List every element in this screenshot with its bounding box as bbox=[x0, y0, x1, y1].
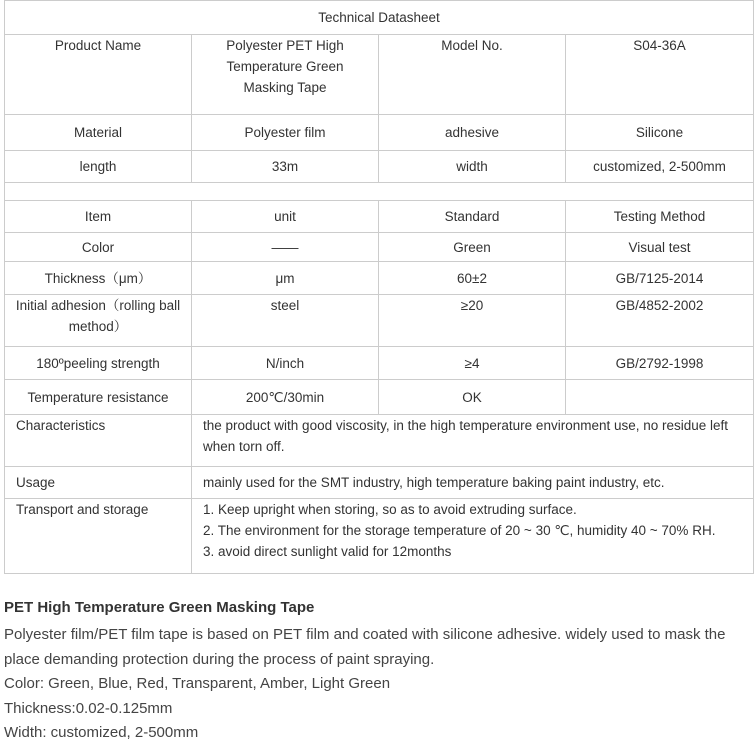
length-row bbox=[5, 151, 754, 183]
characteristics-label: Characteristics bbox=[5, 415, 192, 467]
spec-standard: ≥4 bbox=[379, 347, 566, 380]
usage-row bbox=[5, 467, 754, 499]
spec-testing-method bbox=[566, 380, 754, 415]
product-row bbox=[5, 35, 754, 115]
spec-unit: μm bbox=[192, 262, 379, 295]
spec-testing-method: GB/4852-2002 bbox=[566, 295, 754, 347]
material-label: Material bbox=[5, 115, 192, 151]
width-value: customized, 2-500mm bbox=[566, 151, 754, 183]
spec-item: Temperature resistance bbox=[5, 380, 192, 415]
spec-row-temperature-resistance bbox=[5, 380, 754, 415]
length-value: 33m bbox=[192, 151, 379, 183]
spec-item: 180ºpeeling strength bbox=[5, 347, 192, 380]
product-heading: PET High Temperature Green Masking Tape bbox=[4, 599, 315, 616]
spec-header-item: Item bbox=[5, 201, 192, 233]
spec-item: Initial adhesion（rolling ball method） bbox=[5, 295, 192, 347]
transport-value bbox=[192, 499, 754, 574]
adhesive-label: adhesive bbox=[379, 115, 566, 151]
spec-row-thickness bbox=[5, 262, 754, 295]
spec-standard: Green bbox=[379, 233, 566, 262]
product-description bbox=[4, 597, 754, 746]
spec-unit: 200℃/30min bbox=[192, 380, 379, 415]
transport-row bbox=[5, 499, 754, 574]
material-value: Polyester film bbox=[192, 115, 379, 151]
spec-testing-method: GB/2792-1998 bbox=[566, 347, 754, 380]
spec-header-unit: unit bbox=[192, 201, 379, 233]
spec-unit: —— bbox=[192, 233, 379, 262]
spec-testing-method: Visual test bbox=[566, 233, 754, 262]
spec-unit: N/inch bbox=[192, 347, 379, 380]
product-name-value: Polyester PET High Temperature Green Masking Tape bbox=[192, 35, 379, 115]
spec-header-testing-method: Testing Method bbox=[566, 201, 754, 233]
spacer-cell bbox=[5, 183, 754, 201]
adhesive-value: Silicone bbox=[566, 115, 754, 151]
material-row bbox=[5, 115, 754, 151]
spec-row-color bbox=[5, 233, 754, 262]
width-label: width bbox=[379, 151, 566, 183]
technical-datasheet-table bbox=[4, 0, 754, 574]
spec-standard: ≥20 bbox=[379, 295, 566, 347]
spec-row-peeling-strength bbox=[5, 347, 754, 380]
transport-label: Transport and storage bbox=[5, 499, 192, 574]
usage-value: mainly used for the SMT industry, high temperature baking paint industry, etc. bbox=[192, 467, 754, 499]
spec-unit: steel bbox=[192, 295, 379, 347]
spec-header-row bbox=[5, 201, 754, 233]
spec-standard: OK bbox=[379, 380, 566, 415]
color-line: Color: Green, Blue, Red, Transparent, Amber, Light Green bbox=[4, 675, 391, 692]
model-no-label: Model No. bbox=[379, 35, 566, 115]
usage-label: Usage bbox=[5, 467, 192, 499]
product-name-label: Product Name bbox=[5, 35, 192, 115]
spec-testing-method: GB/7125-2014 bbox=[566, 262, 754, 295]
transport-line: 3. avoid direct sunlight valid for 12months bbox=[203, 544, 452, 559]
width-line: Width: customized, 2-500mm bbox=[4, 724, 199, 741]
spacer-row bbox=[5, 183, 754, 201]
spec-standard: 60±2 bbox=[379, 262, 566, 295]
thickness-line: Thickness:0.02-0.125mm bbox=[4, 699, 173, 717]
spec-row-initial-adhesion bbox=[5, 295, 754, 347]
transport-line: 2. The environment for the storage temperature of 20 ~ 30 ℃, humidity 40 ~ 70% RH. bbox=[203, 523, 716, 538]
description-paragraph: Polyester film/PET film tape is based on PET film and coated with silicone adhesive. widely used to mask the place demanding protection during the process of paint spraying. bbox=[4, 626, 726, 668]
spec-item: Thickness（μm） bbox=[5, 262, 192, 295]
title-row bbox=[5, 1, 754, 35]
spec-header-standard: Standard bbox=[379, 201, 566, 233]
transport-line: 1. Keep upright when storing, so as to avoid extruding surface. bbox=[203, 502, 577, 517]
length-label: length bbox=[5, 151, 192, 183]
datasheet-title: Technical Datasheet bbox=[5, 1, 754, 35]
spec-item: Color bbox=[5, 233, 192, 262]
characteristics-value: the product with good viscosity, in the high temperature environment use, no residue left when torn off. bbox=[192, 415, 754, 467]
model-no-value: S04-36A bbox=[566, 35, 754, 115]
characteristics-row bbox=[5, 415, 754, 467]
